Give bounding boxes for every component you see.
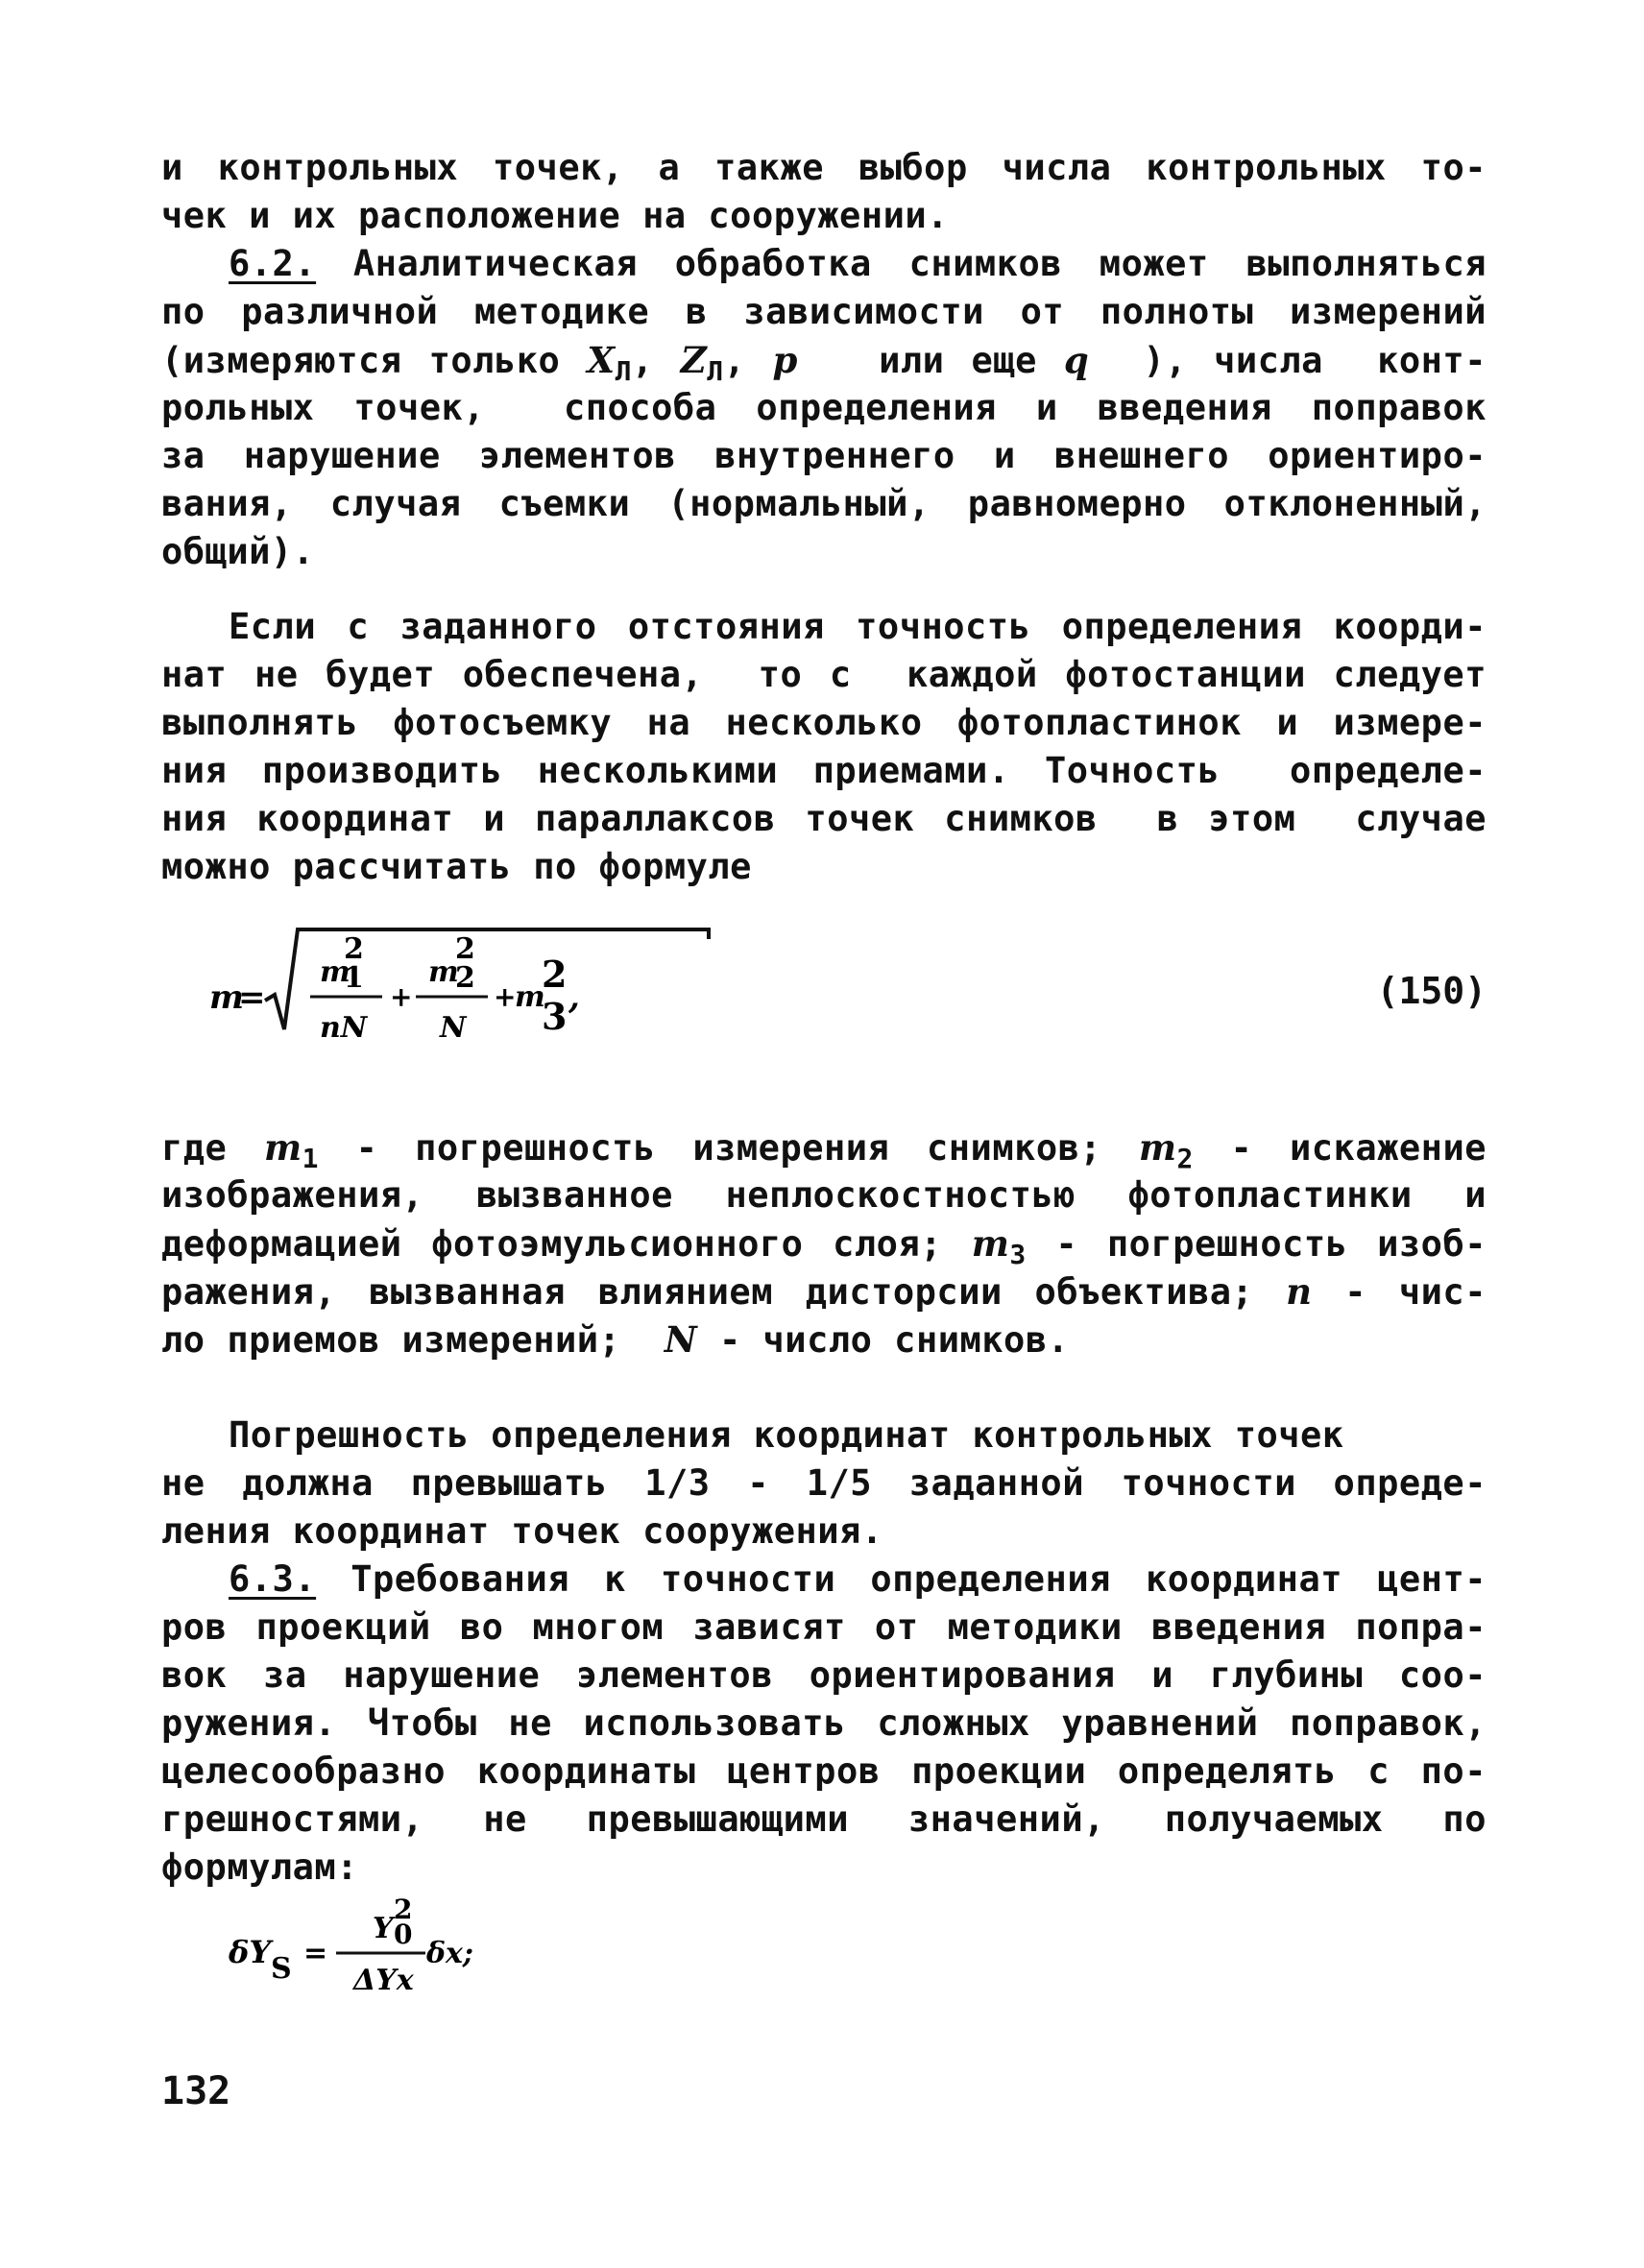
text-line: вок за нарушение элементов ориентирования и глубины соо- — [161, 1654, 1487, 1696]
text-line — [161, 1315, 1487, 1363]
fraction-denominator: ΔYx — [353, 1964, 414, 1997]
fraction-numerator-subscript: 0 — [394, 1918, 413, 1950]
text-line: ния координат и параллаксов точек снимков в этом случае — [161, 798, 1487, 839]
formula-150 — [209, 912, 747, 1075]
fraction1-numerator: m — [320, 955, 351, 989]
fraction-numerator: Y — [373, 1912, 394, 1945]
math-symbol: N — [664, 1318, 698, 1361]
math-subscript: 2 — [1176, 1143, 1194, 1174]
text-fragment: - погрешность изоб- — [1026, 1223, 1487, 1265]
page-number: 132 — [161, 2069, 231, 2113]
fraction2-subscript: 2 — [455, 961, 475, 995]
text-fragment: деформацией фотоэмульсионного слоя; — [161, 1223, 972, 1265]
fraction1-subscript: 1 — [344, 961, 364, 995]
text-fragment: ражения, вызванная влиянием дисторсии объектива; — [161, 1271, 1287, 1313]
formula-lhs-subscript: S — [271, 1952, 292, 1986]
math-symbol: m — [264, 1126, 302, 1169]
equation-150 — [161, 912, 1487, 1075]
text-line: общий). — [161, 531, 315, 572]
formula-lhs: m — [209, 978, 244, 1017]
text-line: ров проекций во многом зависят от методики введения попра- — [161, 1606, 1487, 1648]
text-fragment: ло приемов измерений; — [161, 1319, 665, 1361]
math-subscript: 1 — [302, 1143, 320, 1174]
formula-delta-ys — [229, 1895, 574, 2001]
text-line — [161, 1219, 1487, 1270]
section-heading-line — [161, 240, 1487, 288]
math-symbol: n — [1286, 1270, 1313, 1313]
text-line — [161, 1123, 1487, 1174]
math-symbol: p — [772, 339, 798, 381]
text-line: можно рассчитать по формуле — [161, 846, 752, 887]
text-fragment: - число снимков. — [697, 1319, 1070, 1361]
text-line: ления координат точек сооружения. — [161, 1510, 883, 1552]
text-line: Погрешность определения координат контрольных точек — [229, 1414, 1344, 1456]
text-line: ружения. Чтобы не использовать сложных уравнений поправок, — [161, 1702, 1487, 1744]
text-fragment: - чис- — [1312, 1271, 1487, 1313]
math-symbol: X — [587, 339, 616, 381]
text-line: ния производить несколькими приемами. Точность определе- — [161, 750, 1487, 791]
term3-exponent: 2 — [542, 953, 568, 996]
fraction1-exponent: 2 — [344, 932, 364, 966]
formula-equals: = — [238, 978, 266, 1017]
text-line: формулам: — [161, 1846, 358, 1888]
fraction2-numerator: m — [428, 955, 459, 989]
text-fragment: где — [161, 1127, 264, 1169]
text-line: изображения, вызванное неплоскостностью фотопластинки и — [161, 1174, 1487, 1216]
math-symbol: m — [971, 1222, 1010, 1265]
section-heading-line — [161, 1556, 1487, 1604]
text-fragment: Требования к точности определения координат цент- — [316, 1558, 1487, 1600]
text-line: Если с заданного отстояния точность определения коорди- — [229, 606, 1487, 647]
math-subscript: 3 — [1009, 1239, 1027, 1270]
text-fragment: - погрешность измерения снимков; — [319, 1127, 1139, 1169]
fraction2-exponent: 2 — [455, 932, 475, 966]
text-fragment: ), числа конт- — [1089, 340, 1487, 381]
math-symbol: q — [1063, 339, 1090, 381]
section-number: 6.3. — [229, 1558, 317, 1600]
math-subscript: Л — [707, 355, 724, 387]
equation-number: (150) — [1376, 970, 1487, 1012]
text-fragment: Аналитическая обработка снимков может выполняться — [316, 243, 1487, 284]
term3: m — [515, 980, 545, 1014]
fraction-numerator-exponent: 2 — [394, 1895, 413, 1925]
text-line: вания, случая съемки (нормальный, равномерно отклоненный, — [161, 483, 1487, 524]
text-line: выполнять фотосъемку на несколько фотопластинок и измере- — [161, 702, 1487, 743]
text-fragment: (измеряются только — [161, 340, 588, 381]
text-fragment: - искажение — [1193, 1127, 1487, 1169]
fraction2-denominator: N — [440, 1011, 467, 1045]
math-symbol: Z — [680, 339, 708, 381]
text-fragment: или еще — [797, 340, 1064, 381]
math-subscript: Л — [615, 355, 632, 387]
text-line: по различной методике в зависимости от полноты измерений — [161, 291, 1487, 332]
text-line: чек и их расположение на сооружении. — [161, 195, 949, 236]
formula-plus: + — [390, 981, 413, 1013]
math-symbol: m — [1138, 1126, 1177, 1169]
formula-trailing-comma: , — [568, 978, 580, 1017]
section-number: 6.2. — [229, 243, 317, 284]
document-page — [161, 144, 1487, 2005]
text-line: нат не будет обеспечена, то с каждой фотостанции следует — [161, 654, 1487, 695]
text-fragment: , — [723, 340, 773, 381]
fraction1-denominator: nN — [320, 1011, 368, 1045]
text-line: целесообразно координаты центров проекции определять с по- — [161, 1750, 1487, 1792]
text-line: за нарушение элементов внутреннего и внешнего ориентиро- — [161, 435, 1487, 476]
formula-equals: = — [303, 1937, 328, 1970]
text-line: не должна превышать 1/3 - 1/5 заданной точности опреде- — [161, 1462, 1487, 1504]
formula-lhs: δY — [229, 1934, 272, 1970]
text-fragment: , — [631, 340, 681, 381]
text-line: и контрольных точек, а также выбор числа контрольных то- — [161, 147, 1487, 188]
text-line — [161, 1267, 1487, 1315]
formula-plus: + — [494, 981, 517, 1013]
text-line: грешностями, не превышающими значений, получаемых по — [161, 1798, 1487, 1840]
formula-rhs: δx; — [426, 1937, 473, 1970]
text-line: рольных точек, способа определения и введения поправок — [161, 387, 1487, 428]
text-line — [161, 336, 1487, 387]
term3-subscript: 3 — [542, 995, 568, 1038]
